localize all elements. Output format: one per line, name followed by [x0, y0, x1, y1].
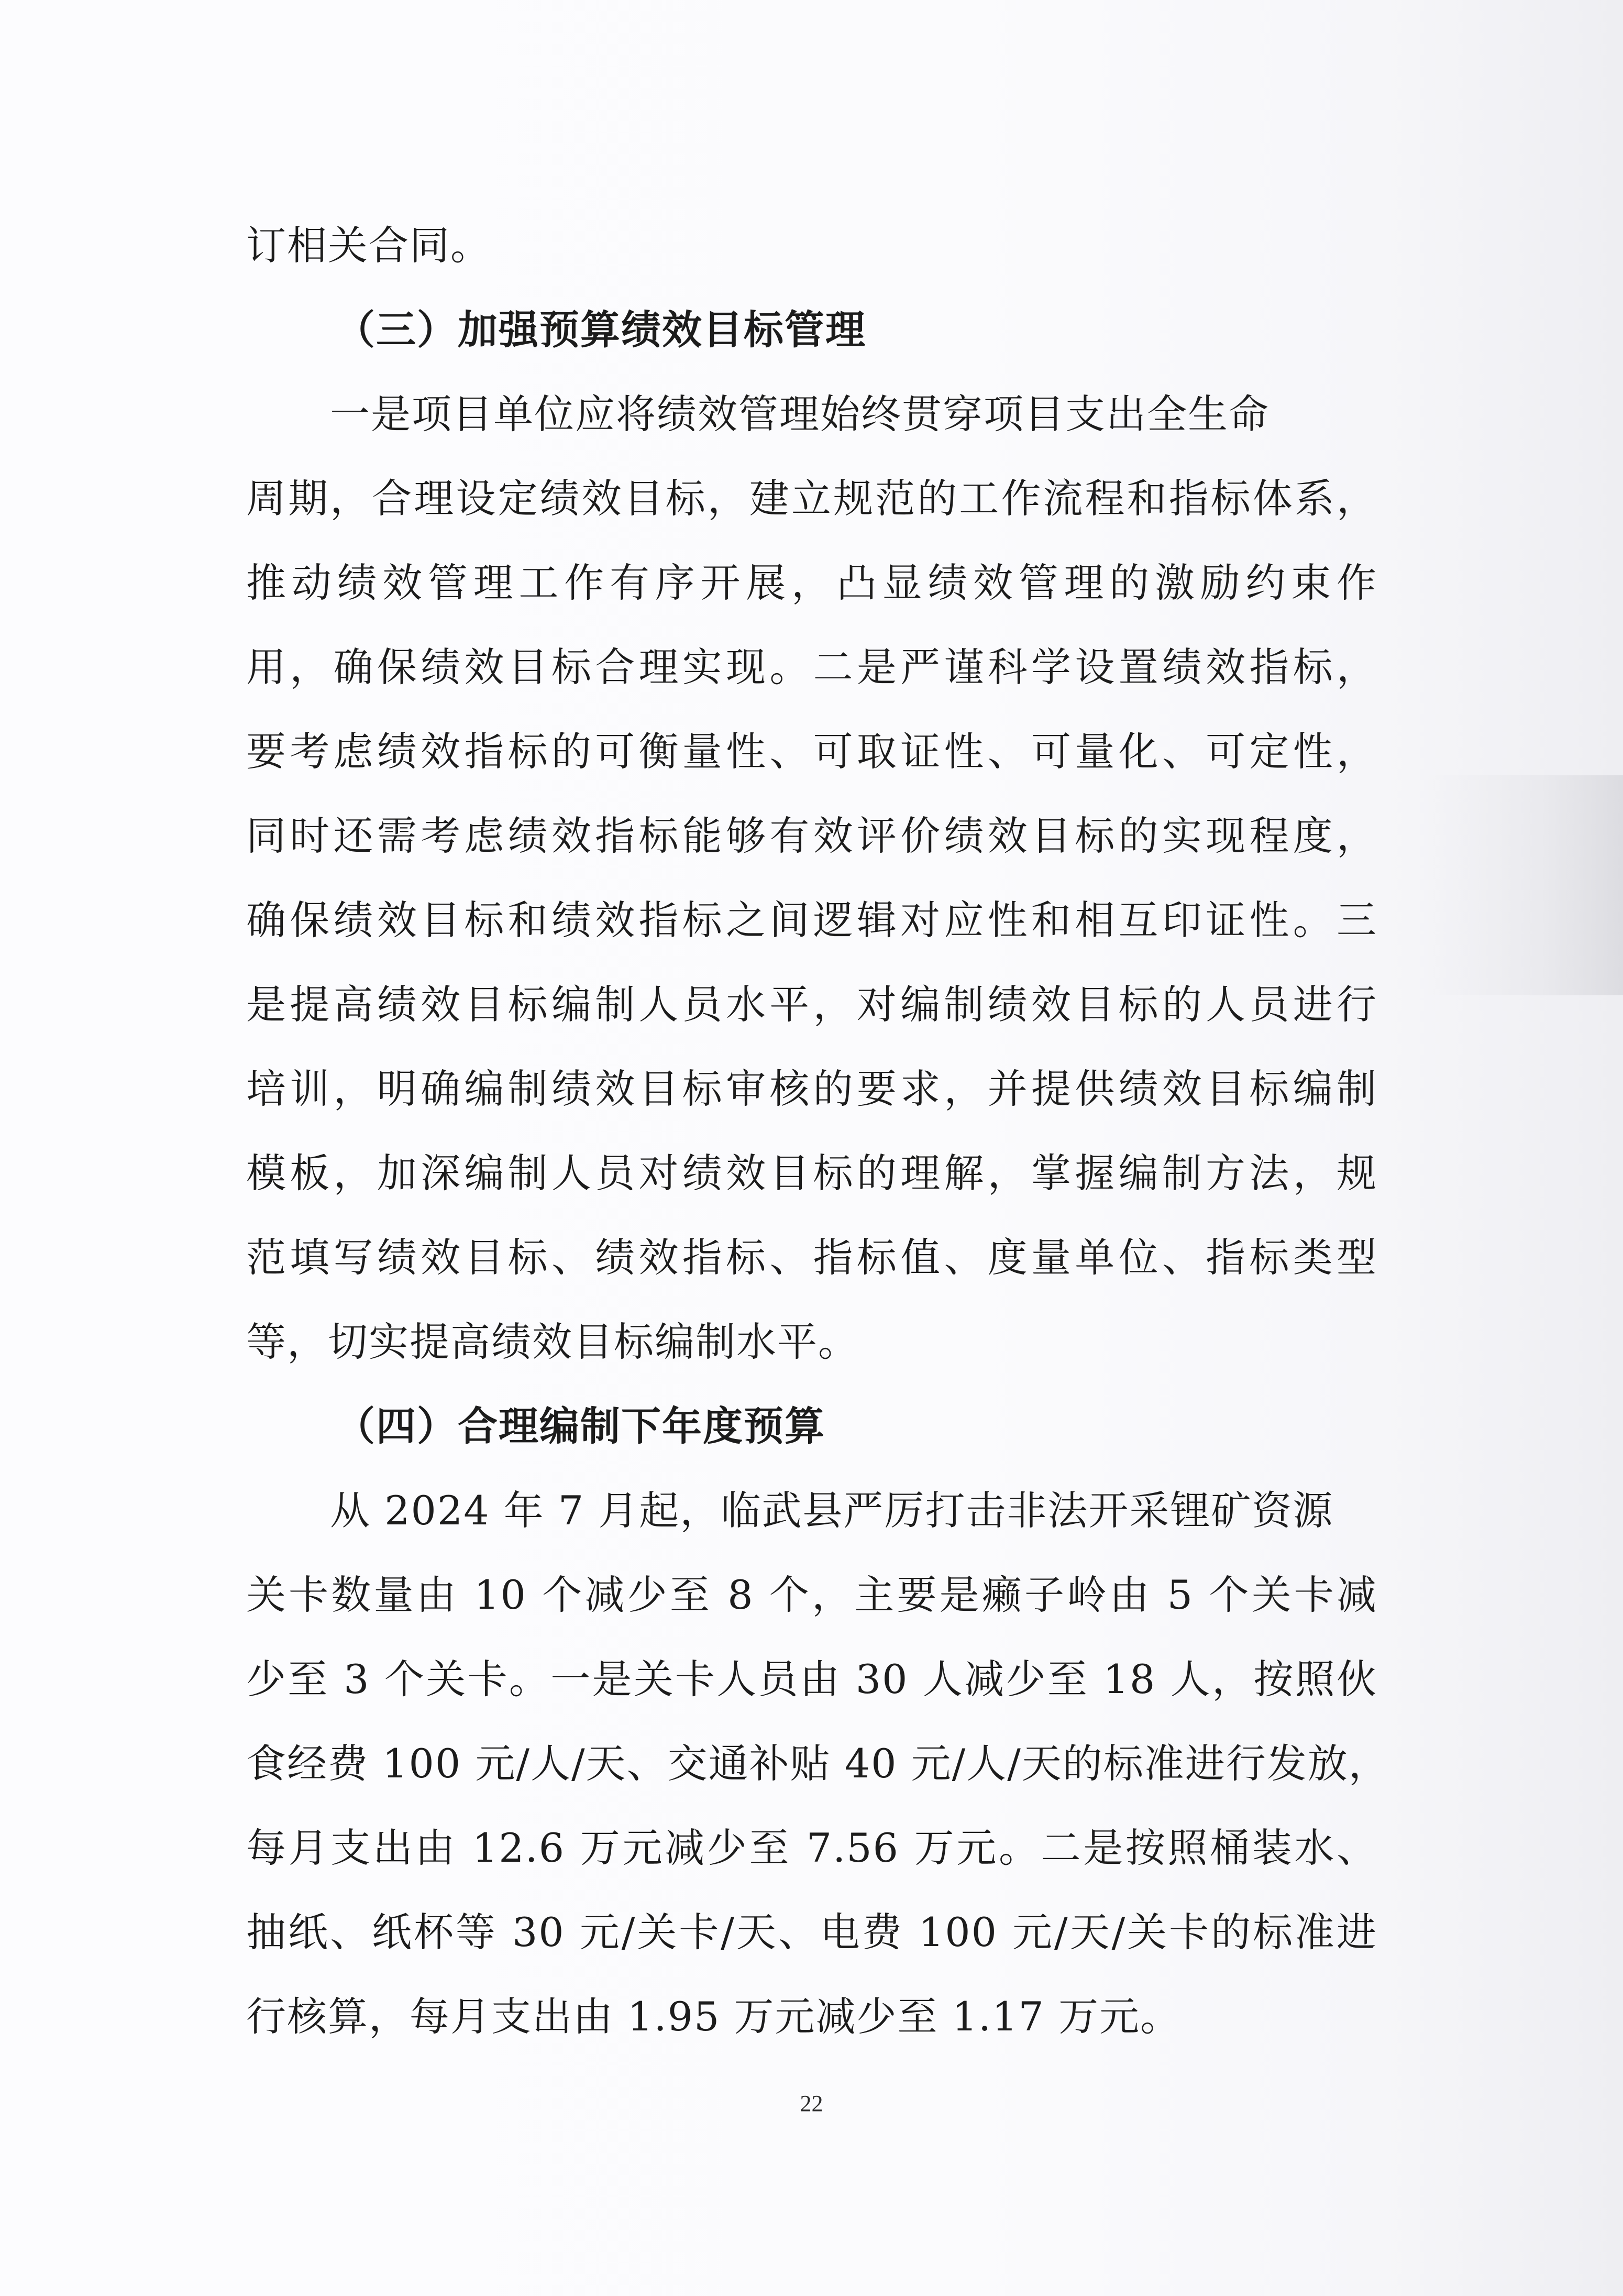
text-line: 一是项目单位应将绩效管理始终贯穿项目支出全生命	[330, 391, 1269, 437]
text-line: 推动绩效管理工作有序开展，凸显绩效管理的激励约束作	[246, 559, 1377, 606]
page-number: 22	[800, 2091, 823, 2116]
body-text	[246, 203, 1389, 2059]
text-line: 等，切实提高绩效目标编制水平。	[246, 1319, 859, 1365]
text-line: 是提高绩效目标编制人员水平，对编制绩效目标的人员进行	[246, 981, 1377, 1028]
scan-shadow	[1424, 775, 1623, 995]
section-heading-3: （三）加强预算绩效目标管理	[335, 306, 866, 353]
text-line: 要考虑绩效指标的可衡量性、可取证性、可量化、可定性，	[246, 728, 1377, 775]
text-line: 周期，合理设定绩效目标，建立规范的工作流程和指标体系，	[246, 475, 1377, 522]
text-line: 食经费 100 元/人/天、交通补贴 40 元/人/天的标准进行发放，	[246, 1740, 1389, 1787]
text-line: 模板，加深编制人员对绩效目标的理解，掌握编制方法，规	[246, 1150, 1377, 1196]
text-line: 少至 3 个关卡。一是关卡人员由 30 人减少至 18 人，按照伙	[246, 1656, 1377, 1702]
text-line: 每月支出由 12.6 万元减少至 7.56 万元。二是按照桶装水、	[246, 1825, 1377, 1871]
text-line: 培训，明确编制绩效目标审核的要求，并提供绩效目标编制	[246, 1065, 1377, 1112]
text-line: 行核算，每月支出由 1.95 万元减少至 1.17 万元。	[246, 1993, 1182, 2040]
text-line: 同时还需考虑绩效指标能够有效评价绩效目标的实现程度，	[246, 812, 1377, 859]
text-line: 用，确保绩效目标合理实现。二是严谨科学设置绩效指标，	[246, 644, 1377, 690]
text-line: 范填写绩效目标、绩效指标、指标值、度量单位、指标类型	[246, 1234, 1377, 1281]
text-line: 关卡数量由 10 个减少至 8 个，主要是癞子岭由 5 个关卡减	[246, 1572, 1377, 1618]
section-heading-4: （四）合理编制下年度预算	[335, 1403, 825, 1449]
text-line: 抽纸、纸杯等 30 元/关卡/天、电费 100 元/天/关卡的标准进	[246, 1909, 1377, 1956]
text-line: 从 2024 年 7 月起，临武县严厉打击非法开采锂矿资源	[330, 1487, 1334, 1534]
text-line: 订相关合同。	[246, 222, 491, 269]
text-line: 确保绩效目标和绩效指标之间逻辑对应性和相互印证性。三	[246, 897, 1377, 943]
